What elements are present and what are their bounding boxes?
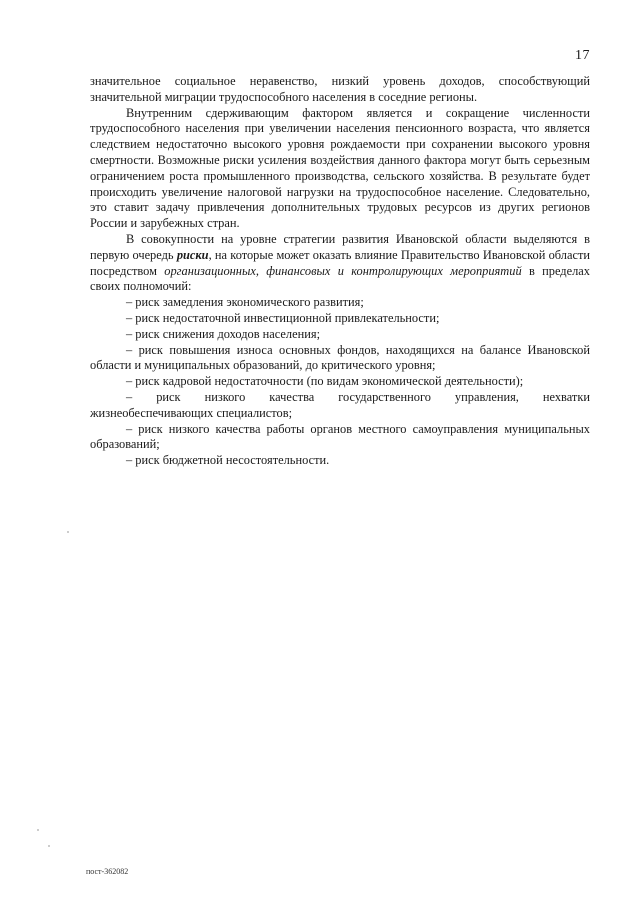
risk-item: – риск повышения износа основных фондов, находящихся на балансе Ивановской области и муниципальных образований, до критического уровня; xyxy=(90,342,590,373)
risks-intro-text-start: В совокупности на уровне стратегии развития Ивановской области выделяются в первую очередь xyxy=(90,231,590,262)
risk-item: – риск снижения доходов населения; xyxy=(126,326,321,341)
risks-intro-text-middle: , на которые может оказать влияние Правительство Ивановской области посредством xyxy=(90,247,591,278)
measures-emphasis: организационных, финансовых и контролирующих мероприятий xyxy=(164,263,522,278)
page-number: 17 xyxy=(575,48,590,63)
risks-intro-text-end: в пределах своих полномочий: xyxy=(90,263,590,294)
risk-item: – риск низкого качества работы органов местного самоуправления муниципальных образований; xyxy=(90,421,590,452)
risk-item: – риск низкого качества государственного управления, нехватки жизнеобеспечивающих специалистов; xyxy=(90,389,590,420)
paragraph-internal-factor: Внутренним сдерживающим фактором является и сокращение численности трудоспособного населения при увеличении населения пенсионного возраста, что является следствием недостаточно высокого уровня рождаемости при сохранении высокого уровня смертности. Возможные риски усиления воздействия данного фактора могут быть серьезным ограничением роста промышленного производства, сельского хозяйства. В результате будет происходить увеличение налоговой нагрузки на трудоспособное население. Следовательно, это ставит задачу привлечения дополнительных трудовых ресурсов из других регионов России и зарубежных стран. xyxy=(90,105,590,231)
scan-speck xyxy=(37,829,39,831)
scan-speck xyxy=(48,845,50,847)
document-code: пост-362082 xyxy=(86,867,129,876)
risk-item: – риск бюджетной несостоятельности. xyxy=(126,453,330,468)
paragraph-continuation: значительное социальное неравенство, низкий уровень доходов, способствующий значительной миграции трудоспособного населения в соседние регионы. xyxy=(90,74,590,104)
body-text xyxy=(90,74,590,469)
paragraph-risks-intro xyxy=(90,232,590,295)
scan-speck xyxy=(67,531,69,533)
risks-emphasis: риски xyxy=(176,247,209,262)
risk-item: – риск кадровой недостаточности (по видам экономической деятельности); xyxy=(126,374,524,389)
risk-item: – риск недостаточной инвестиционной привлекательности; xyxy=(126,310,440,325)
risk-item: – риск замедления экономического развития; xyxy=(126,295,364,310)
